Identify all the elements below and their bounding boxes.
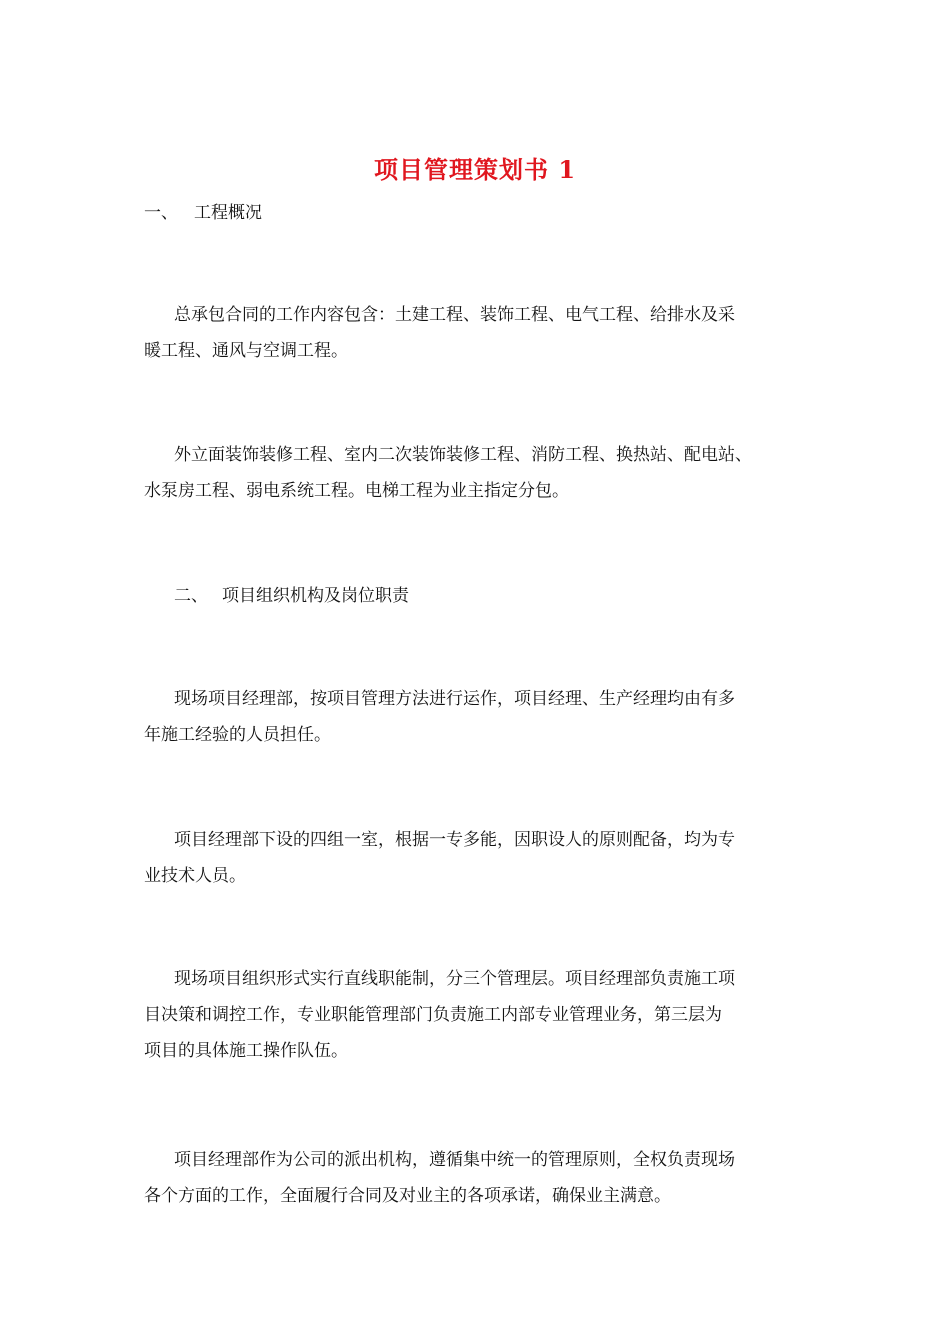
- section-number: 二、: [174, 586, 208, 606]
- section-title: 项目组织机构及岗位职责: [222, 586, 409, 606]
- paragraph: [144, 1142, 819, 1214]
- paragraph-line: 目决策和调控工作，专业职能管理部门负责施工内部专业管理业务，第三层为: [144, 1005, 722, 1025]
- paragraph-line: 项目经理部下设的四组一室，根据一专多能，因职设人的原则配备，均为专: [174, 830, 735, 850]
- paragraph: [144, 822, 819, 894]
- paragraph-line: 项目经理部作为公司的派出机构，遵循集中统一的管理原则，全权负责现场: [174, 1150, 735, 1170]
- paragraph-line: 现场项目经理部，按项目管理方法进行运作，项目经理、生产经理均由有多: [174, 689, 735, 709]
- paragraph-line: 业技术人员。: [144, 866, 246, 886]
- section-number: 一、: [144, 203, 178, 223]
- paragraph-line: 年施工经验的人员担任。: [144, 725, 331, 745]
- paragraph-line: 外立面装饰装修工程、室内二次装饰装修工程、消防工程、换热站、配电站、: [174, 445, 752, 465]
- paragraph: [144, 681, 819, 753]
- paragraph-line: 现场项目组织形式实行直线职能制，分三个管理层。项目经理部负责施工项: [174, 969, 735, 989]
- paragraph-line: 项目的具体施工操作队伍。: [144, 1041, 348, 1061]
- paragraph: [144, 297, 819, 369]
- paragraph-line: 总承包合同的工作内容包含：土建工程、装饰工程、电气工程、给排水及采: [174, 305, 735, 325]
- paragraph: [144, 437, 819, 509]
- paragraph-line: 各个方面的工作，全面履行合同及对业主的各项承诺，确保业主满意。: [144, 1186, 671, 1206]
- document-title: 项目管理策划书 1: [373, 155, 577, 184]
- section-heading-1: [144, 199, 262, 227]
- paragraph: [144, 961, 819, 1069]
- paragraph-line: 暖工程、通风与空调工程。: [144, 341, 348, 361]
- paragraph-line: 水泵房工程、弱电系统工程。电梯工程为业主指定分包。: [144, 481, 569, 501]
- section-heading-2: [174, 582, 409, 610]
- section-title: 工程概况: [194, 203, 262, 223]
